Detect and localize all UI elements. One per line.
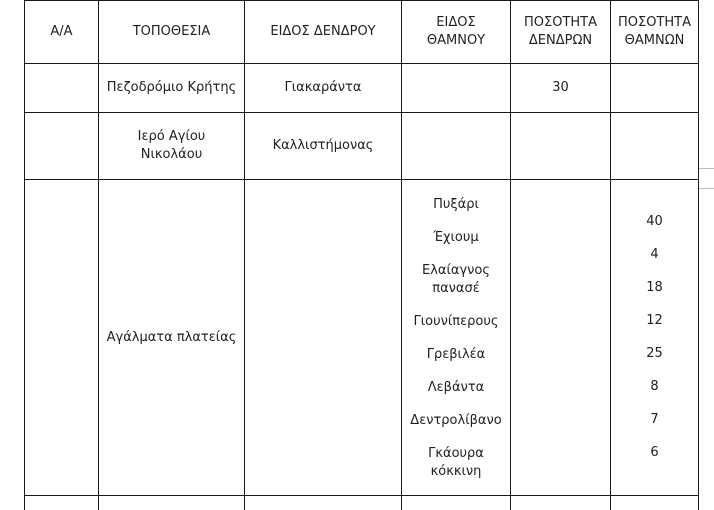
row1-tree-qty-text: 30 bbox=[552, 80, 569, 95]
header-tree-qty bbox=[511, 1, 610, 63]
shrub-name: Πυξάρι bbox=[433, 197, 479, 212]
row1-tree bbox=[245, 64, 401, 112]
shrub-name: Γκάουρα bbox=[428, 446, 484, 461]
shrub-qty: 12 bbox=[646, 313, 663, 328]
header-location-label: ΤΟΠΟΘΕΣΙΑ bbox=[132, 24, 211, 39]
header-tree-qty-line2: ΔΕΝΔΡΩΝ bbox=[528, 33, 593, 48]
shrub-qty: 25 bbox=[646, 346, 663, 361]
shrub-qty: 40 bbox=[646, 214, 663, 229]
shrub-qty: 4 bbox=[650, 247, 659, 262]
shrub-name: κόκκινη bbox=[430, 464, 482, 479]
row2-tree bbox=[245, 113, 401, 179]
header-aa-label: Α/Α bbox=[50, 24, 73, 39]
page-edge-line bbox=[699, 168, 714, 169]
shrub-name: Γρεβιλέα bbox=[426, 347, 486, 362]
row1-location bbox=[99, 64, 244, 112]
shrub-qty: 8 bbox=[650, 379, 659, 394]
shrub-qty: 7 bbox=[650, 412, 659, 427]
header-aa bbox=[25, 1, 98, 63]
row1-location-text: Πεζοδρόμιο Κρήτης bbox=[106, 80, 237, 95]
table-border-right bbox=[698, 0, 699, 510]
shrub-qty: 6 bbox=[650, 445, 659, 460]
row3-location-text: Αγάλματα πλατείας bbox=[106, 329, 237, 345]
row2-location-line2: Νικολάου bbox=[140, 147, 203, 162]
row3-shrub-qty-list bbox=[611, 180, 698, 495]
header-shrub-type-line2: ΘΑΜΝΟΥ bbox=[426, 33, 486, 48]
header-shrub-qty bbox=[611, 1, 698, 63]
header-location bbox=[99, 1, 244, 63]
shrub-name: πανασέ bbox=[432, 281, 480, 296]
shrub-name: Λεβάντα bbox=[427, 380, 485, 395]
header-shrub-qty-line1: ΠΟΣΟΤΗΤΑ bbox=[617, 15, 691, 30]
row2-location-line1: Ιερό Αγίου bbox=[137, 129, 206, 144]
header-shrub-qty-line2: ΘΑΜΝΩΝ bbox=[624, 33, 685, 48]
shrub-name: Ελαίαγνος bbox=[422, 263, 490, 278]
shrub-qty: 18 bbox=[646, 280, 663, 295]
row2-location bbox=[99, 113, 244, 179]
row3-location bbox=[99, 180, 244, 495]
header-shrub-type bbox=[402, 1, 510, 63]
row1-tree-text: Γιακαράντα bbox=[284, 80, 362, 95]
header-tree-type-label: ΕΙΔΟΣ ΔΕΝΔΡΟΥ bbox=[270, 24, 376, 39]
header-shrub-type-line1: ΕΙΔΟΣ bbox=[436, 15, 476, 30]
header-tree-qty-line1: ΠΟΣΟΤΗΤΑ bbox=[523, 15, 597, 30]
shrub-name: Έχιουμ bbox=[433, 230, 479, 245]
row3-shrub-list bbox=[402, 180, 510, 495]
shrub-name: Γιουνίπερους bbox=[413, 314, 499, 329]
page-edge-line bbox=[699, 188, 714, 189]
table-border-left bbox=[24, 0, 25, 510]
row2-tree-text: Καλλιστήμονας bbox=[272, 138, 374, 153]
header-tree-type bbox=[245, 1, 401, 63]
row1-tree-qty bbox=[511, 64, 610, 112]
shrub-name: Δεντρολίβανο bbox=[410, 413, 502, 428]
row-divider bbox=[24, 495, 699, 496]
